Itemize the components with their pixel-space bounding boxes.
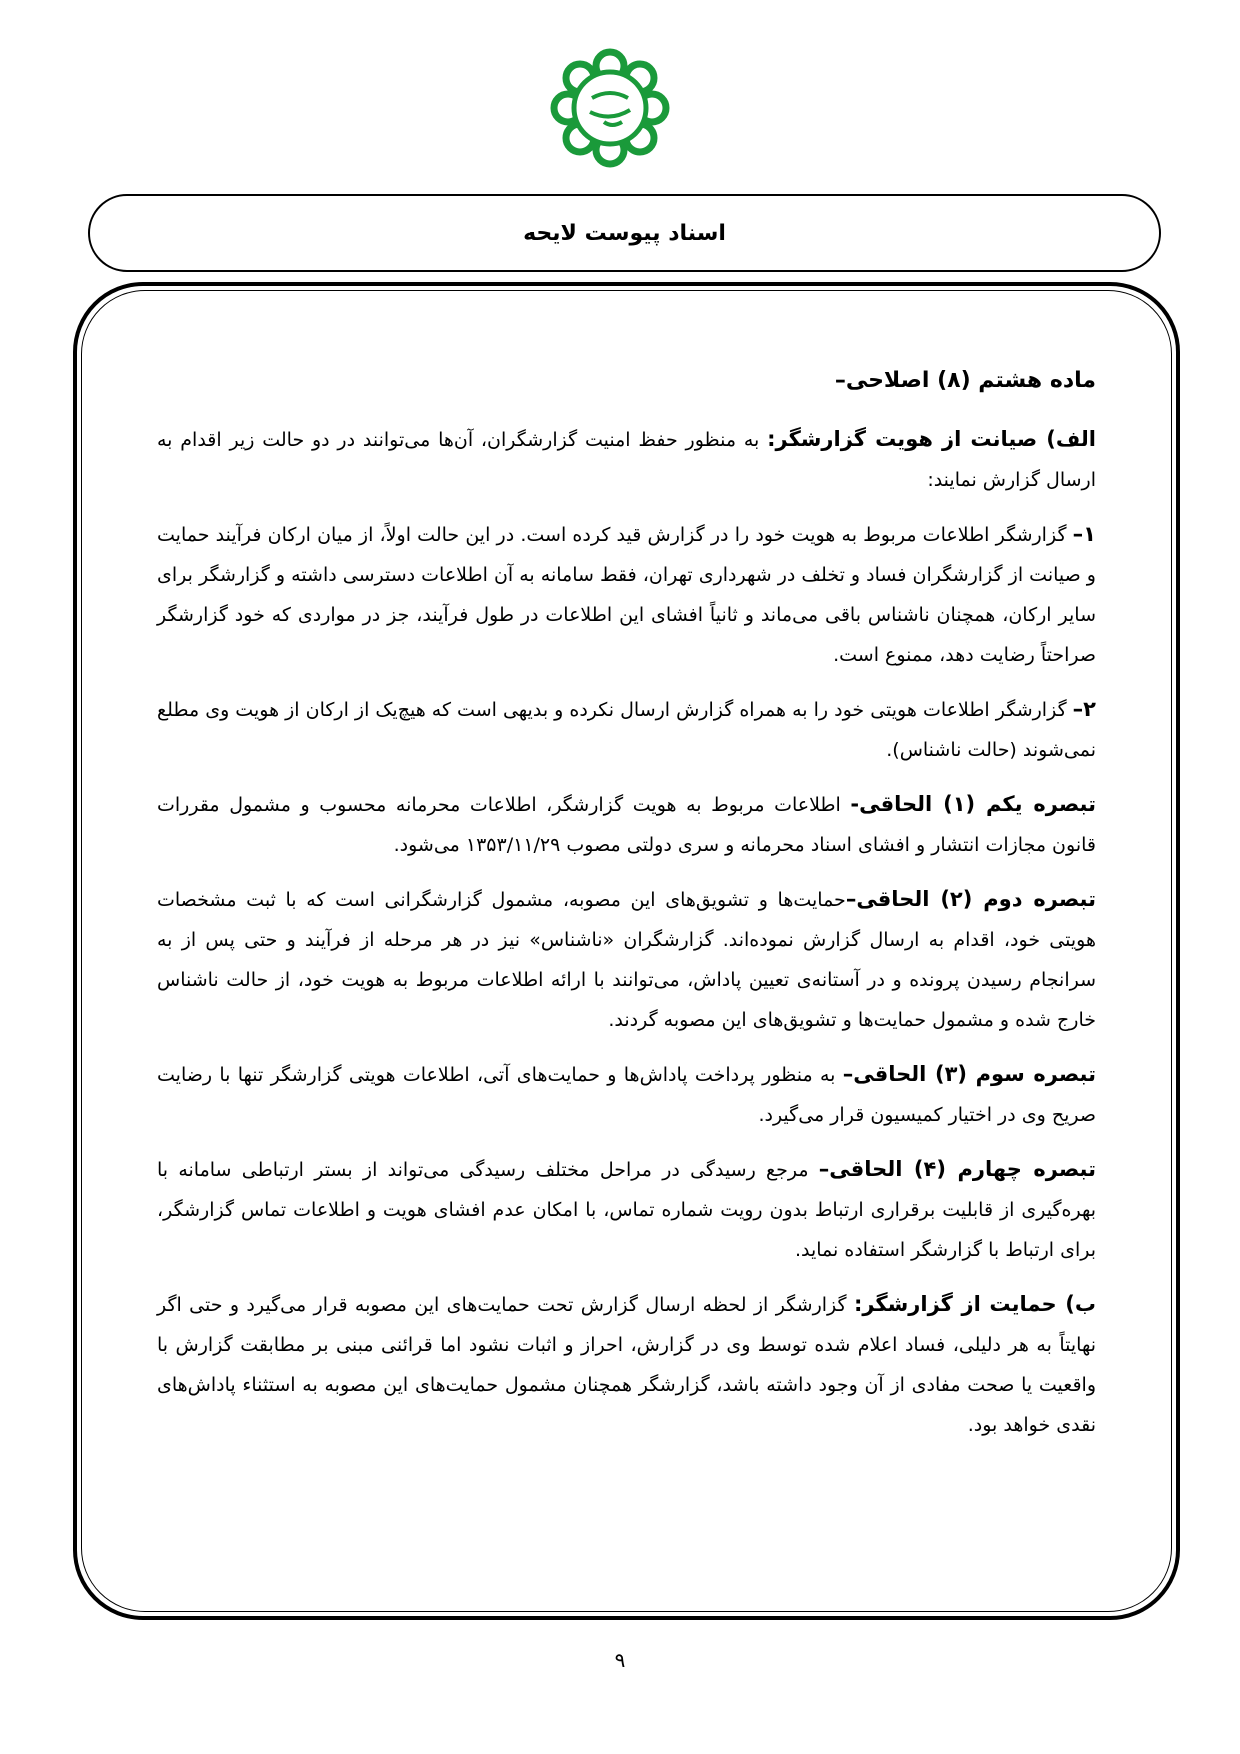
paragraph-lead: ب) حمایت از گزارشگر: — [853, 1292, 1096, 1316]
article-content — [157, 361, 1096, 1459]
paragraph-be — [157, 1284, 1096, 1445]
paragraph-lead: تبصره سوم (۳) الحاقی– — [842, 1062, 1096, 1086]
paragraph-text: مرجع رسیدگی در مراحل مختلف رسیدگی می‌تواند از بستر ارتباطی سامانه با بهره‌گیری از قابلیت برقراری ارتباط بدون رویت شماره تماس، با امکان عدم افشای هویت و اطلاعات تماس گزارشگر، برای ارتباط با گزارشگر استفاده نماید. — [157, 1159, 1096, 1261]
paragraph-text: گزارشگر اطلاعات هویتی خود را به همراه گزارش ارسال نکرده و بدیهی است که هیچ‌یک از ارکان از هویت وی مطلع نمی‌شوند (حالت ناشناس). — [157, 699, 1096, 761]
paragraph-lead: ۲– — [1072, 697, 1096, 721]
paragraph-lead: تبصره چهارم (۴) الحاقی– — [818, 1157, 1096, 1181]
content-frame — [73, 282, 1180, 1620]
paragraph-lead: تبصره یکم (۱) الحاقی- — [850, 792, 1096, 816]
paragraph-lead: ۱– — [1072, 522, 1096, 546]
article-title: ماده هشتم (۸) اصلاحی– — [834, 368, 1096, 393]
page-number: ۹ — [614, 1648, 626, 1672]
paragraph-alef — [157, 419, 1096, 500]
paragraph-text: گزارشگر اطلاعات مربوط به هویت خود را در گزارش قید کرده است. در این حالت اولاً، از میان ارکان فرآیند حمایت و صیانت از گزارشگران فساد و تخلف در شهرداری تهران، فقط سامانه به آن اطلاعات دسترسی داشته و گزارشگر برای سایر ارکان، همچنان ناشناس باقی می‌ماند و ثانیاً افشای این اطلاعات در طول فرآیند، جز در مواردی که خود گزارشگر صراحتاً رضایت دهد، ممنوع است. — [157, 524, 1096, 666]
paragraph-item-1 — [157, 514, 1096, 675]
city-council-logo — [548, 46, 672, 170]
note-1 — [157, 784, 1096, 865]
paragraph-lead: الف) صیانت از هویت گزارشگر: — [767, 427, 1096, 451]
paragraph-text: گزارشگر از لحظه ارسال گزارش تحت حمایت‌های این مصوبه قرار می‌گیرد و حتی اگر نهایتاً به هر دلیلی، فساد اعلام شده توسط وی در گزارش، احراز و اثبات نشود اما قرائنی مبنی بر مطابقت گزارش با واقعیت یا صحت مفادی از آن وجود داشته باشد، گزارشگر همچنان مشمول حمایت‌های این مصوبه به استثناء پاداش‌های نقدی خواهد بود. — [157, 1294, 1096, 1436]
paragraph-item-2 — [157, 689, 1096, 770]
paragraph-text: اطلاعات مربوط به هویت گزارشگر، اطلاعات محرمانه محسوب و مشمول مقررات قانون مجازات انتشار و افشای اسناد محرمانه و سری دولتی مصوب ۱۳۵۳/۱۱/۲۹ می‌شود. — [157, 794, 1096, 856]
paragraph-text: به منظور پرداخت پاداش‌ها و حمایت‌های آتی، اطلاعات هویتی گزارشگر تنها با رضایت صریح وی در اختیار کمیسیون قرار می‌گیرد. — [157, 1064, 1096, 1126]
paragraph-text: حمایت‌ها و تشویق‌های این مصوبه، مشمول گزارشگرانی است که با ثبت مشخصات هویتی خود، اقدام به ارسال گزارش نموده‌اند. گزارشگران «ناشناس» نیز در هر مرحله از فرآیند و حتی پس از به سرانجام رسیدن پرونده و در آستانه‌ی تعیین پاداش، می‌توانند با ارائه اطلاعات مربوط به هویت خود، از حالت ناشناس خارج شده و مشمول حمایت‌ها و تشویق‌های این مصوبه گردند. — [157, 889, 1096, 1031]
note-3 — [157, 1054, 1096, 1135]
paragraph-lead: تبصره دوم (۲) الحاقی– — [845, 887, 1096, 911]
paragraph-text: به منظور حفظ امنیت گزارشگران، آن‌ها می‌توانند در دو حالت زیر اقدام به ارسال گزارش نمایند: — [157, 429, 1096, 491]
document-header-title: اسناد پیوست لایحه — [523, 220, 726, 246]
note-2 — [157, 879, 1096, 1040]
header-box — [88, 194, 1161, 272]
note-4 — [157, 1149, 1096, 1270]
